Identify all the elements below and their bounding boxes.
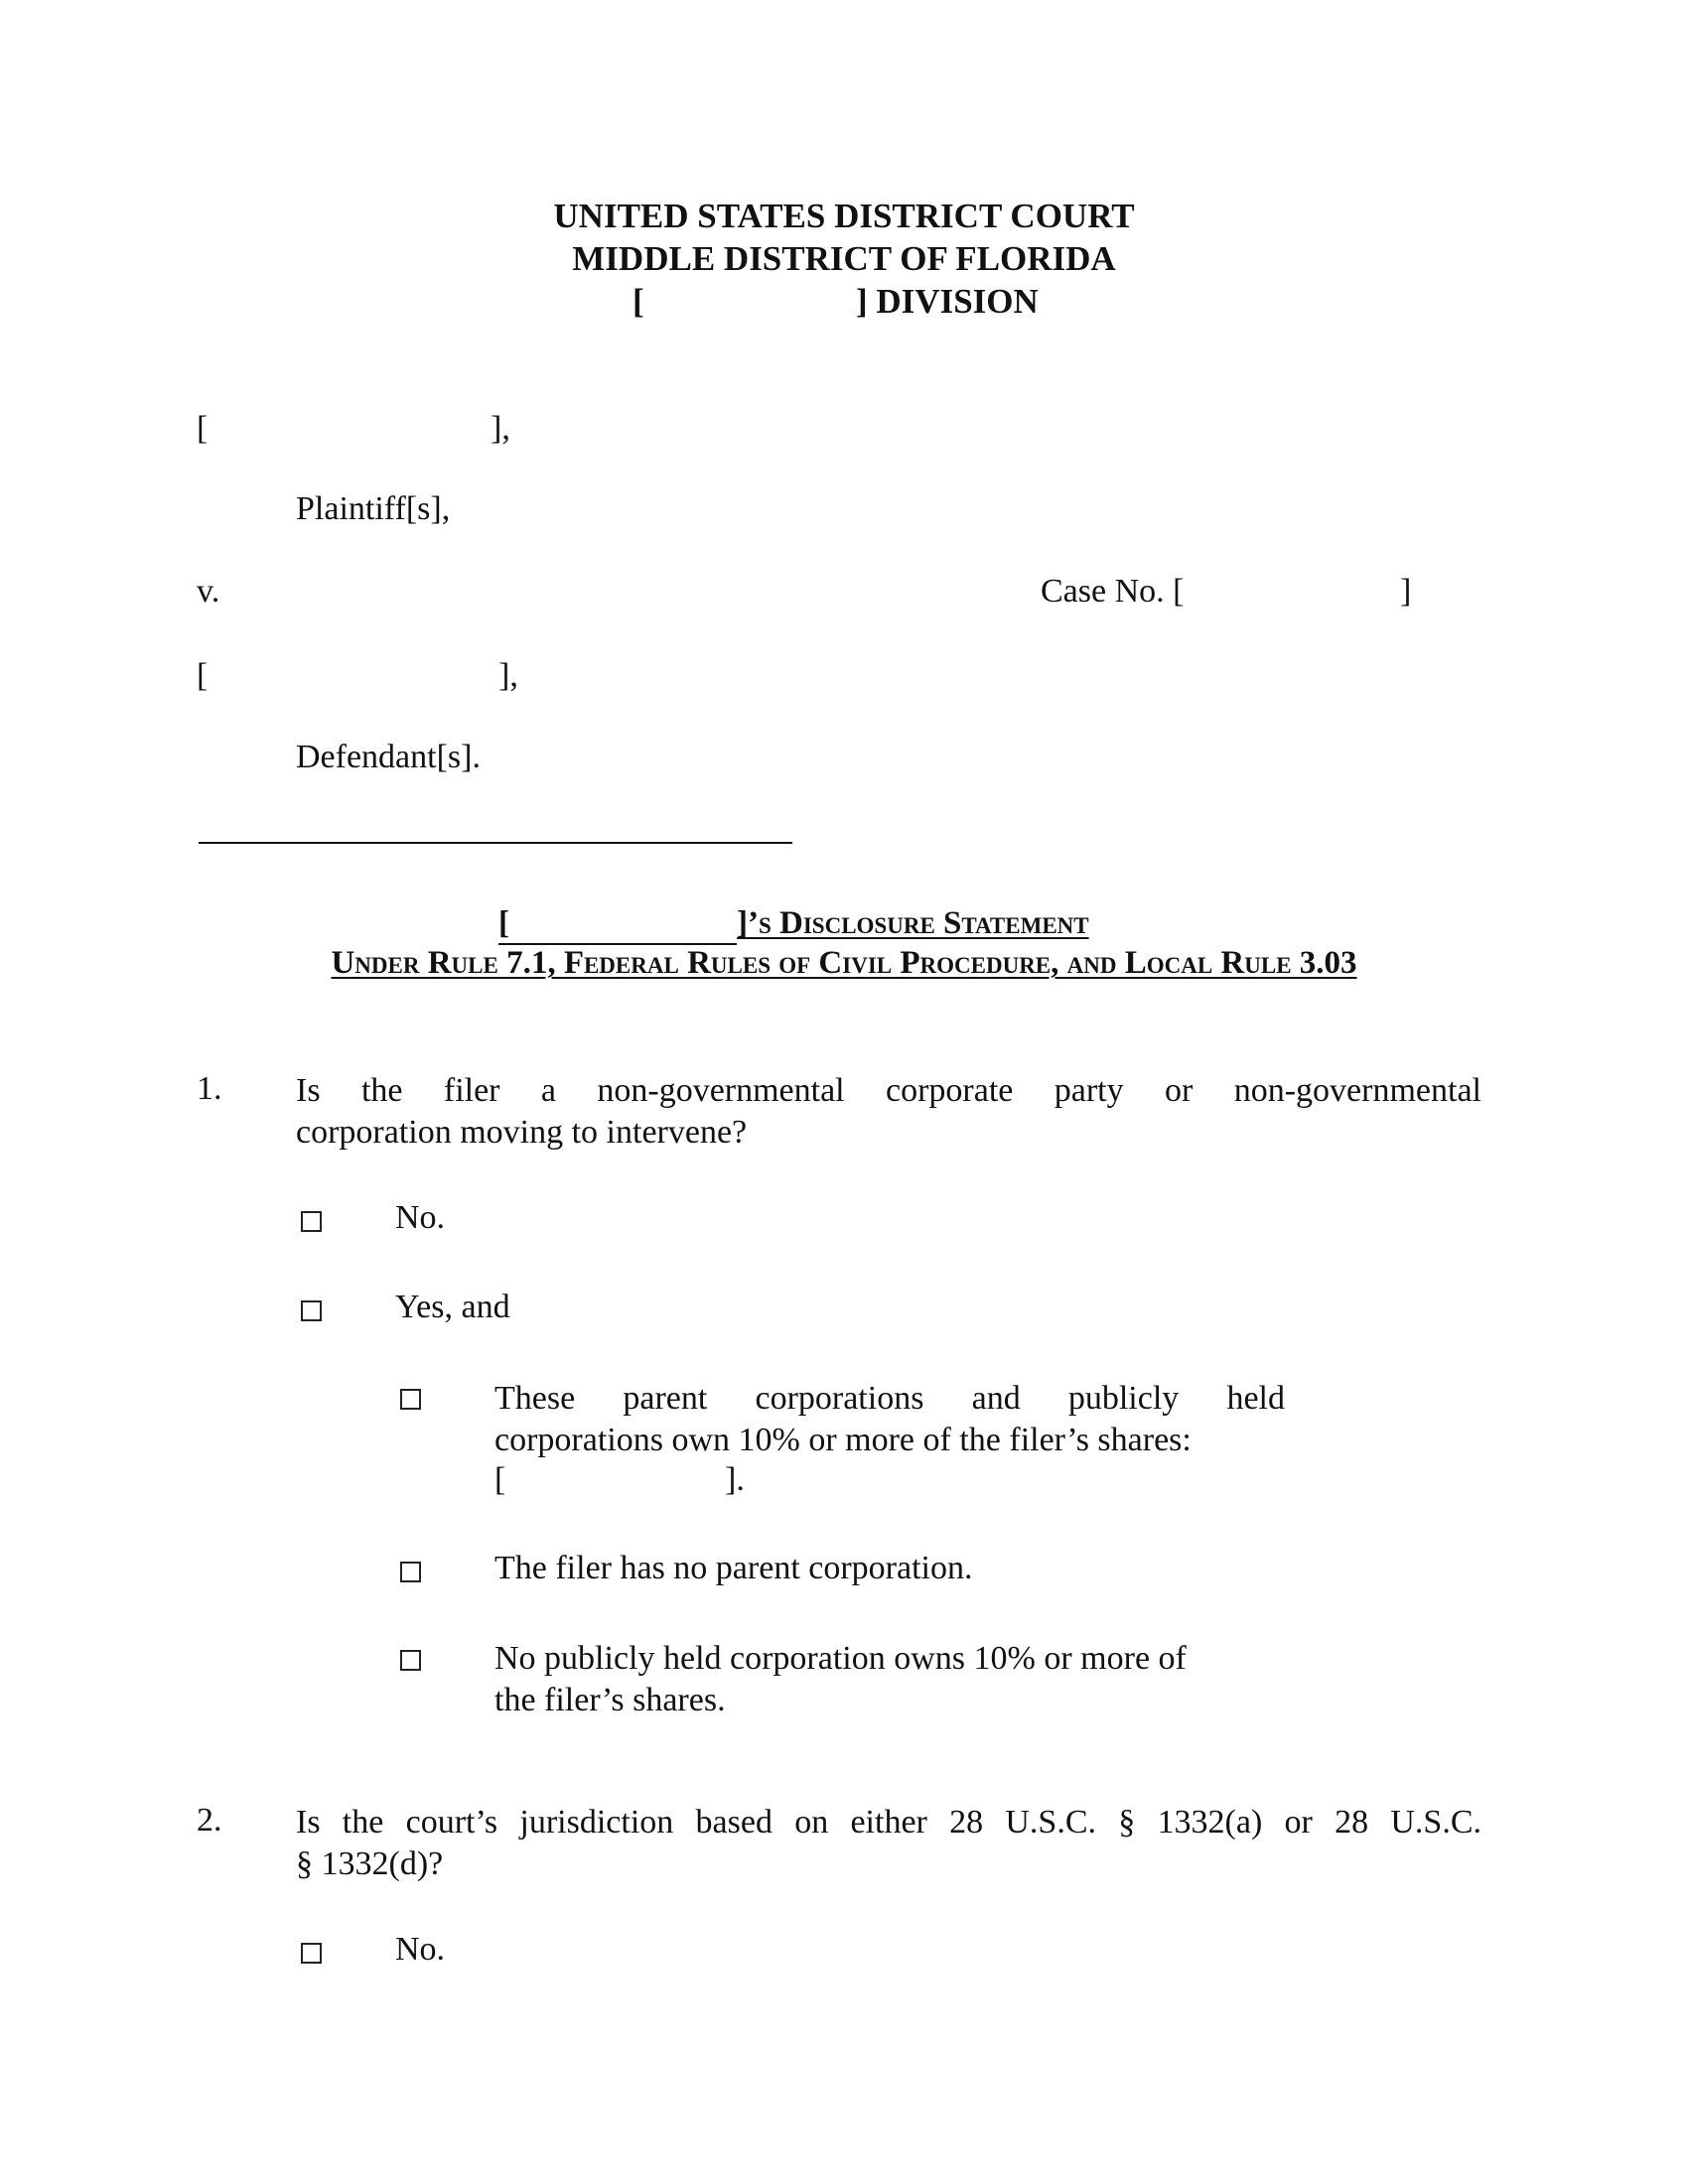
question-2-text-line-1: Is the court’s jurisdiction based on either 28 U.S.C. § 1332(a) or 28 U.S.C. [296, 1804, 1481, 1841]
q1-parent-corporations-line-2: corporations own 10% or more of the filer’s shares: [494, 1422, 1192, 1458]
versus: v. [197, 573, 220, 610]
q1-no-label: No. [395, 1199, 446, 1236]
question-2-number: 2. [197, 1802, 222, 1839]
q1-no-public-corporation-checkbox[interactable] [400, 1650, 421, 1671]
defendant-label: Defendant[s]. [296, 739, 481, 775]
q1-parent-corporations-line-1: These parent corporations and publicly held [494, 1380, 1285, 1417]
question-1-text-line-1: Is the filer a non-governmental corporate party or non-governmental [296, 1072, 1481, 1109]
q1-no-parent-checkbox[interactable] [400, 1562, 421, 1582]
plaintiff-bracket-close: ], [491, 410, 510, 447]
division-label: ] DIVISION [856, 282, 1039, 321]
court-district: MIDDLE DISTRICT OF FLORIDA [572, 239, 1116, 278]
question-2-text-line-2: § 1332(d)? [296, 1845, 444, 1882]
q1-no-parent-label: The filer has no parent corporation. [494, 1550, 973, 1586]
q1-no-checkbox[interactable] [301, 1211, 322, 1232]
q2-no-checkbox[interactable] [301, 1943, 322, 1964]
plaintiff-label: Plaintiff[s], [296, 490, 451, 527]
question-1-text-line-2: corporation moving to intervene? [296, 1114, 748, 1151]
division-bracket-open: [ [633, 282, 644, 321]
caption-divider [199, 842, 792, 844]
defendant-bracket-close: ], [498, 657, 518, 694]
title-bracket-open: [ [498, 905, 509, 941]
case-number-label: Case No. [ [1041, 573, 1185, 610]
q1-shares-bracket-open: [ [494, 1461, 506, 1498]
q1-yes-checkbox[interactable] [301, 1300, 322, 1321]
q1-shares-bracket-close: ]. [725, 1461, 745, 1498]
title-line-1: ]’s Disclosure Statement [737, 905, 1089, 941]
q2-no-label: No. [395, 1931, 446, 1968]
title-line-2: Under Rule 7.1, Federal Rules of Civil Procedure, and Local Rule 3.03 [331, 945, 1357, 981]
q1-no-public-corporation-line-2: the filer’s shares. [494, 1682, 726, 1718]
q1-parent-corporations-checkbox[interactable] [400, 1389, 421, 1410]
question-1-number: 1. [197, 1070, 222, 1107]
q1-yes-label: Yes, and [395, 1289, 510, 1325]
plaintiff-bracket-open: [ [197, 410, 209, 447]
q1-no-public-corporation-line-1: No publicly held corporation owns 10% or more of [494, 1640, 1187, 1677]
case-number-bracket-close: ] [1400, 573, 1412, 610]
court-name: UNITED STATES DISTRICT COURT [553, 197, 1135, 235]
defendant-bracket-open: [ [197, 657, 209, 694]
